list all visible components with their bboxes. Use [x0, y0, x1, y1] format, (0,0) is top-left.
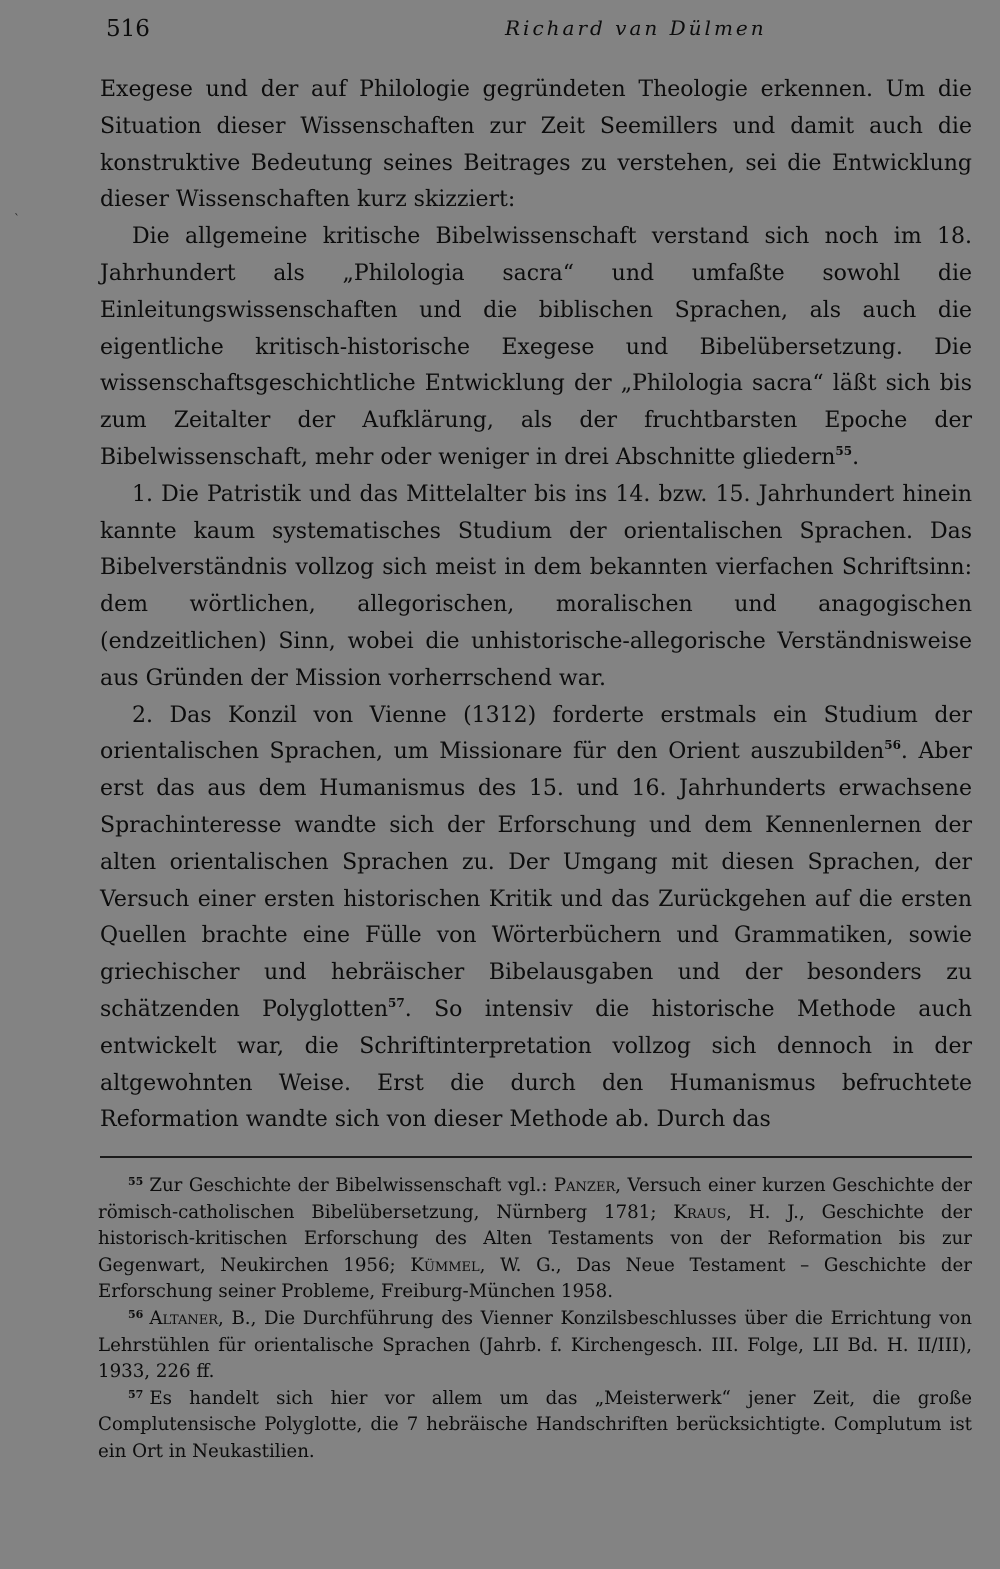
- paragraph-2-text: Die allgemeine kritische Bibelwissenschaft verstand sich noch im 18. Jahrhundert als „Philologia sacra“ und umfaßte sowohl die Einleitungswissenschaften und die biblischen Sprachen, als auch die eigentliche kritisch-historische Exegese und Bibelübersetzung. Die wissenschaftsgeschichtliche Entwicklung der „Philologia sacra“ läßt sich bis zum Zeitalter der Aufklärung, als der fruchtbarsten Epoche der Bibelwissenschaft, mehr oder weniger in drei Abschnitte gliedern: [100, 224, 972, 470]
- footnote-text: , H. J., Geschichte der historisch-kritischen Erforschung des Alten Testaments von der Reformation bis zur Gegenwart, Neukirchen 1956;: [98, 1201, 972, 1276]
- page-header: [100, 16, 972, 48]
- footnote-text: , B., Die Durchführung des Vienner Konzilsbeschlusses über die Errichtung von Lehrstühlen für orientalische Sprachen (Jahrb. f. Kirchengesch. III. Folge, LII Bd. H. II/III), 1933, 226 ff.: [98, 1307, 972, 1383]
- paragraph-4-text-b: . Aber erst das aus dem Humanismus des 15. und 16. Jahrhunderts erwachsene Sprachinteresse wandte sich der Erforschung und dem Kennenlernen der alten orientalischen Sprachen zu. Der Umgang mit diesen Sprachen, der Versuch einer ersten historischen Kritik und das Zurückgehen auf die ersten Quellen brachte eine Fülle von Wörterbüchern und Grammatiken, sowie griechischer und hebräischer Bibelausgaben und der besonders zu schätzenden Polyglotten: [100, 739, 972, 1022]
- paragraph-1: [100, 72, 972, 219]
- paragraph-2: [100, 219, 972, 477]
- footnote-56: [98, 1306, 972, 1386]
- footnote-ref-56: 56: [884, 738, 901, 753]
- footnote-text: Es handelt sich hier vor allem um das „Meisterwerk“ jener Zeit, die große Complutensische Polyglotte, die 7 hebräische Handschriften berücksichtigte. Complutum ist ein Ort in Neukastilien.: [98, 1387, 972, 1462]
- footnote-57: [98, 1386, 972, 1466]
- paragraph-1-text: Exegese und der auf Philologie gegründeten Theologie erkennen. Um die Situation dieser Wissenschaften zur Zeit Seemillers und damit auch die konstruktive Bedeutung seines Beitrages zu verstehen, sei die Entwicklung dieser Wissenschaften kurz skizziert:: [100, 77, 972, 213]
- footnote-text: , W. G., Das Neue Testament – Geschichte der Erforschung seiner Probleme, Freiburg-München 1958.: [98, 1254, 973, 1303]
- footnote-mark: 57: [128, 1387, 144, 1401]
- footnote-mark: 55: [128, 1175, 144, 1188]
- footnote-divider: [100, 1156, 972, 1158]
- paragraph-3: [100, 477, 972, 698]
- footnotes: [98, 1173, 972, 1466]
- paragraph-4-text-a: 2. Das Konzil von Vienne (1312) forderte erstmals ein Studium der orientalischen Sprachen, um Missionare für den Orient auszubilden: [100, 702, 972, 765]
- footnote-ref-55: 55: [835, 443, 853, 458]
- paragraph-2-end: .: [852, 444, 860, 470]
- paragraph-4-text-c: . So intensiv die historische Methode auch entwickelt war, die Schriftinterpretation vollzog sich dennoch in der altgewohnten Weise. Erst die durch den Humanismus befruchtete Reformation wandte sich von dieser Methode ab. Durch das: [100, 996, 972, 1133]
- running-head: Richard van Dülmen: [505, 16, 767, 40]
- body-text: [100, 72, 972, 1139]
- footnote-55: [98, 1173, 972, 1306]
- footnote-mark: 56: [128, 1307, 144, 1321]
- footnote-text: Zur Geschichte der Bibelwissenschaft vgl.:: [149, 1175, 554, 1196]
- footnote-text: , Versuch einer kurzen Geschichte der römisch-catholischen Bibelübersetzung, Nürnberg 1781;: [98, 1175, 972, 1223]
- footnote-ref-57: 57: [388, 995, 405, 1010]
- author-name: Panzer: [553, 1175, 616, 1196]
- paragraph-4: [100, 698, 972, 1140]
- scan-mark: `: [14, 212, 20, 226]
- page-number: 516: [106, 16, 150, 42]
- paragraph-3-text: 1. Die Patristik und das Mittelalter bis ins 14. bzw. 15. Jahrhundert hinein kannte kaum systematisches Studium der orientalischen Sprachen. Das Bibelverständnis vollzog sich meist in dem bekannten vierfachen Schriftsinn: dem wörtlichen, allegorischen, moralischen und anagogischen (endzeitlichen) Sinn, wobei die unhistorische-allegorische Verständnisweise aus Gründen der Mission vorherrschend war.: [100, 481, 972, 691]
- author-name: Kraus: [673, 1201, 727, 1223]
- author-name: Kümmel: [410, 1254, 480, 1276]
- author-name: Altaner: [149, 1307, 219, 1329]
